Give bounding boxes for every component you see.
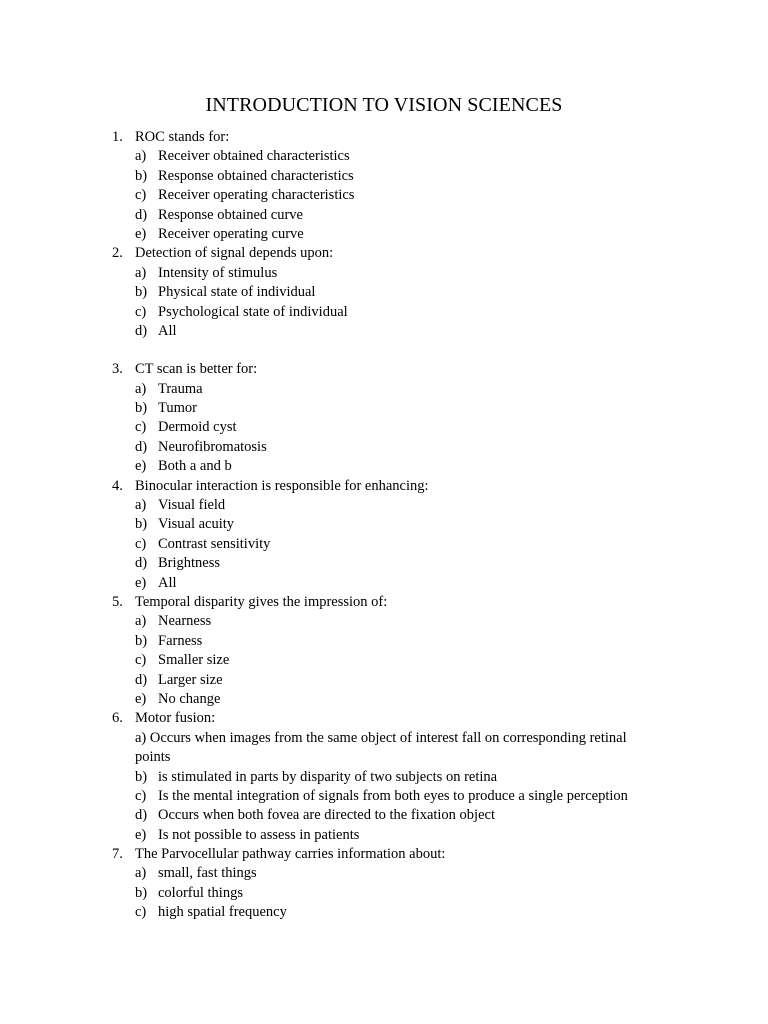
option-letter: c) xyxy=(135,303,147,320)
option-row xyxy=(0,206,768,225)
option-letter: e) xyxy=(135,458,147,475)
option-letter: b) xyxy=(135,167,148,184)
question-row xyxy=(0,360,768,379)
option-row xyxy=(0,671,768,690)
option-row xyxy=(0,515,768,534)
option-letter: d) xyxy=(135,807,148,824)
option-row xyxy=(0,826,768,845)
option-text: Visual acuity xyxy=(158,516,235,533)
option-letter: b) xyxy=(135,516,148,533)
option-row xyxy=(0,438,768,457)
option-letter: a) xyxy=(135,380,147,397)
question-number: 5. xyxy=(112,593,123,610)
option-row xyxy=(0,806,768,825)
question-text: The Parvocellular pathway carries information about: xyxy=(135,846,446,863)
question-text: Binocular interaction is responsible for enhancing: xyxy=(135,477,429,494)
question-5 xyxy=(0,593,768,709)
option-letter: b) xyxy=(135,284,148,301)
option-text: small, fast things xyxy=(158,865,257,882)
question-text: ROC stands for: xyxy=(135,129,230,145)
option-text: Dermoid cyst xyxy=(158,419,237,436)
option-row xyxy=(0,418,768,437)
question-text: CT scan is better for: xyxy=(135,361,258,378)
option-letter: b) xyxy=(135,768,148,785)
option-letter: d) xyxy=(135,322,148,339)
question-list xyxy=(0,128,768,923)
option-letter: c) xyxy=(135,904,147,921)
question-row xyxy=(0,477,768,496)
option-text: Neurofibromatosis xyxy=(158,438,267,455)
question-row xyxy=(0,244,768,263)
option-row xyxy=(0,147,768,166)
option-letter: d) xyxy=(135,206,148,223)
option-text: Receiver operating curve xyxy=(158,225,304,242)
option-text: Receiver operating characteristics xyxy=(158,187,355,204)
question-7 xyxy=(0,845,768,923)
option-text: Response obtained characteristics xyxy=(158,167,354,184)
question-row xyxy=(0,709,768,728)
option-row xyxy=(0,903,768,922)
option-row xyxy=(0,690,768,709)
option-text: Brightness xyxy=(158,555,221,572)
option-row xyxy=(0,612,768,631)
option-text: Visual field xyxy=(158,497,226,514)
question-6 xyxy=(0,709,768,845)
option-text: Smaller size xyxy=(158,652,230,669)
question-number: 4. xyxy=(112,477,123,494)
option-letter: a) xyxy=(135,865,147,882)
option-text: Receiver obtained characteristics xyxy=(158,148,350,165)
option-letter: c) xyxy=(135,535,147,552)
option-text: Response obtained curve xyxy=(158,206,303,223)
option-letter: e) xyxy=(135,690,147,707)
option-text: Farness xyxy=(158,632,203,649)
option-row xyxy=(0,457,768,476)
question-text: Motor fusion: xyxy=(135,710,216,727)
option-text: All xyxy=(158,574,177,591)
question-row xyxy=(0,845,768,864)
option-row xyxy=(0,535,768,554)
option-letter: e) xyxy=(135,826,147,843)
option-row xyxy=(0,787,768,806)
option-row xyxy=(0,574,768,593)
question-number: 7. xyxy=(112,846,123,863)
option-text: Tumor xyxy=(158,400,197,417)
option-row xyxy=(0,864,768,883)
option-row xyxy=(0,186,768,205)
question-3 xyxy=(0,360,768,476)
option-text: Both a and b xyxy=(158,458,232,475)
option-row xyxy=(0,167,768,186)
option-letter: a) xyxy=(135,264,147,281)
option-letter: b) xyxy=(135,400,148,417)
option-row xyxy=(0,264,768,283)
option-row xyxy=(0,651,768,670)
option-letter: c) xyxy=(135,652,147,669)
option-letter: c) xyxy=(135,787,147,804)
option-row xyxy=(0,322,768,341)
question-number: 2. xyxy=(112,245,123,262)
option-row xyxy=(0,225,768,244)
option-text: Trauma xyxy=(158,380,203,397)
option-text: Larger size xyxy=(158,671,223,688)
option-row xyxy=(0,768,768,787)
option-row xyxy=(0,283,768,302)
option-row xyxy=(0,632,768,651)
option-text: Nearness xyxy=(158,613,212,630)
option-text: Is the mental integration of signals from both eyes to produce a single perception xyxy=(158,787,628,804)
question-2 xyxy=(0,244,768,341)
option-text: colorful things xyxy=(158,884,243,901)
option-letter: a) xyxy=(135,613,147,630)
option-letter: a) xyxy=(135,148,147,165)
question-number: 1. xyxy=(112,129,123,145)
question-row xyxy=(0,128,768,147)
option-text: Intensity of stimulus xyxy=(158,264,278,281)
option-letter: b) xyxy=(135,632,148,649)
option-letter: e) xyxy=(135,225,147,242)
question-4 xyxy=(0,477,768,593)
option-letter: e) xyxy=(135,574,147,591)
option-text: Psychological state of individual xyxy=(158,303,348,320)
option-text: high spatial frequency xyxy=(158,904,287,921)
option-letter: b) xyxy=(135,884,148,901)
option-row xyxy=(0,380,768,399)
option-row xyxy=(0,884,768,903)
question-text: Detection of signal depends upon: xyxy=(135,245,334,262)
option-letter: c) xyxy=(135,419,147,436)
question-number: 3. xyxy=(112,361,123,378)
option-text: All xyxy=(158,322,177,339)
option-letter: d) xyxy=(135,438,148,455)
option-row xyxy=(0,303,768,322)
option-letter: c) xyxy=(135,187,147,204)
option-text: Occurs when both fovea are directed to the fixation object xyxy=(158,807,495,824)
question-1 xyxy=(0,128,768,244)
option-text: Is not possible to assess in patients xyxy=(158,826,360,843)
option-wrapped-text: a) Occurs when images from the same object of interest fall on corresponding retinal points xyxy=(135,729,627,766)
option-text: Physical state of individual xyxy=(158,284,316,301)
option-letter: d) xyxy=(135,671,148,688)
question-row xyxy=(0,593,768,612)
option-letter: a) xyxy=(135,497,147,514)
option-row xyxy=(0,399,768,418)
option-text: No change xyxy=(158,690,221,707)
question-text: Temporal disparity gives the impression of: xyxy=(135,593,388,610)
option-letter: d) xyxy=(135,555,148,572)
option-text: is stimulated in parts by disparity of two subjects on retina xyxy=(158,768,498,785)
page-title: INTRODUCTION TO VISION SCIENCES xyxy=(205,94,563,116)
option-text: Contrast sensitivity xyxy=(158,535,271,552)
option-row xyxy=(0,496,768,515)
option-row xyxy=(0,554,768,573)
question-number: 6. xyxy=(112,710,123,727)
